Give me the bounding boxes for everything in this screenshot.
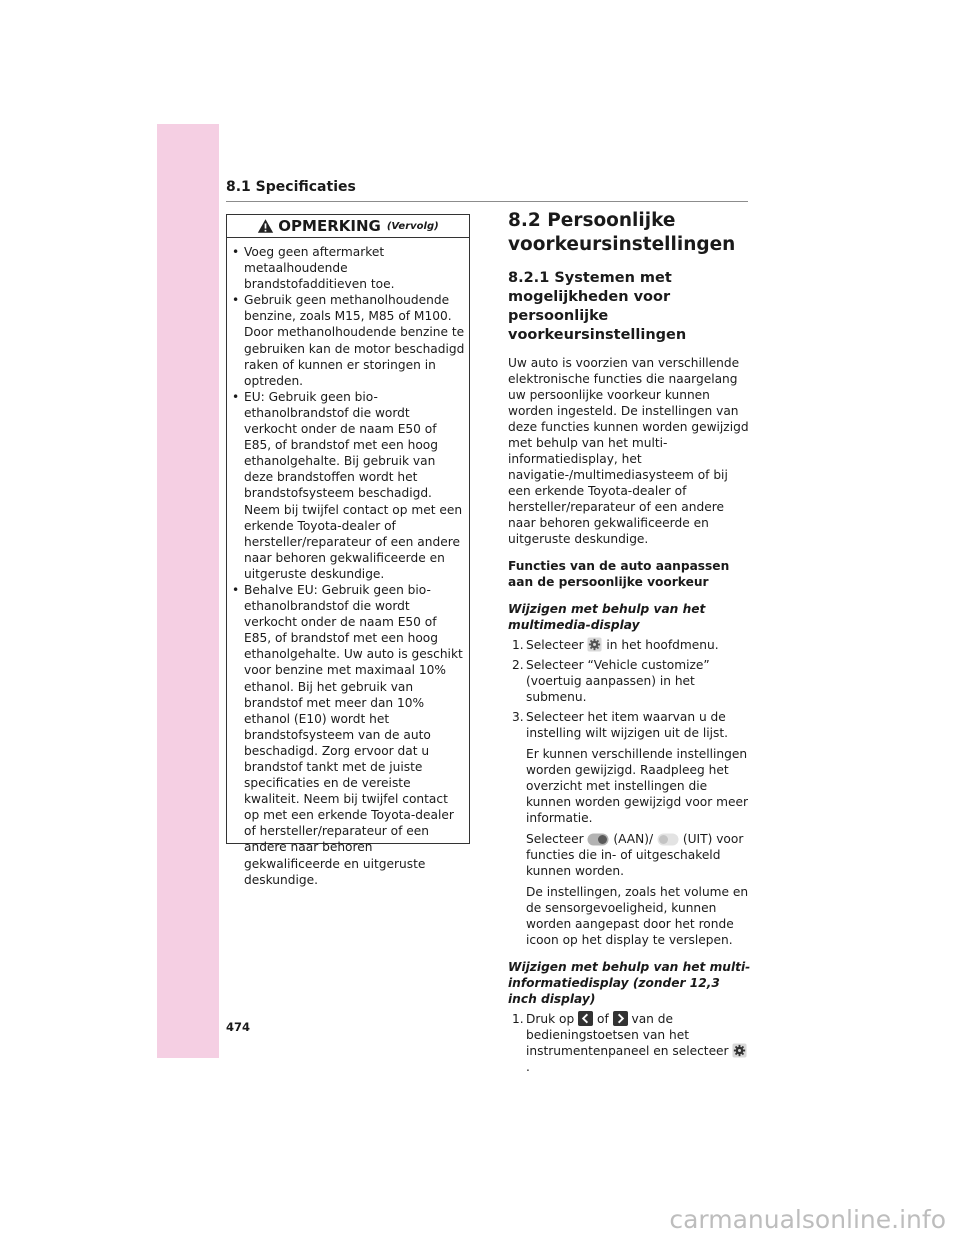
step-2 [508,657,752,705]
note-box [226,214,470,887]
step-number: 3. [512,710,524,724]
section-header: 8.1 Specificaties [226,179,356,195]
subsection-title: 8.2.1 Systemen met mogelijkheden voor persoonlijke voorkeursinstellingen [508,270,687,343]
watermark: carmanualsonline.info [669,1205,946,1234]
toggle-off-icon [657,833,679,846]
step-text: . [526,1060,530,1074]
chapter-tab [157,124,219,1058]
arrow-right-icon [613,1011,628,1026]
list-item: • Behalve EU: Gebruik geen bio-ethanolbrandstof die wordt verkocht onder de naam E50 of E85, of brandstof met een hoog ethanolgehalte. Uw auto is geschikt voor benzine met maximaal 10% ethanol. Bij het gebruik van brandstof met meer dan 10% ethanol (E10) wordt het brandstofsysteem van de auto beschadigd. Zorg ervoor dat u brandstof tankt met de juiste specificaties en de vereiste kwaliteit. Neem bij twijfel contact op met een erkende Toyota-dealer of hersteller/reparateur of een andere naar behoren gekwalificeerde en uitgeruste deskundige. [230,582,465,888]
note-title: OPMERKING [278,217,381,235]
section-title: 8.2 Persoonlijke voorkeursinstellingen [508,210,736,255]
arrow-left-icon [578,1011,593,1026]
toggle-text: (UIT) voor functies die in- of uitgeschakeld kunnen worden. [526,832,744,878]
step-text: in het hoofdmenu. [606,638,719,652]
note-continued: (Vervolg) [386,220,439,232]
step-text: Selecteer “Vehicle customize” (voertuig aanpassen) in het submenu. [526,658,710,704]
step-1 [508,637,752,653]
list-item: • EU: Gebruik geen bio-ethanolbrandstof die wordt verkocht onder de naam E50 of E85, of brandstof met een hoog ethanolgehalte. Bij gebruik van deze brandstoffen wordt het brandstofsysteem beschadigd. Neem bij twijfel contact op met een erkende Toyota-dealer of hersteller/reparateur of een andere naar behoren gekwalificeerde en uitgeruste deskundige. [230,389,465,582]
page-number: 474 [226,1020,251,1034]
step-number: 1. [512,1012,524,1026]
note-list [227,244,469,888]
step-1 [508,1011,752,1075]
gear-icon [732,1043,747,1058]
multi-info-heading: Wijzigen met behulp van het multi-informatiedisplay (zonder 12,3 inch display) [508,960,751,1006]
header-divider [226,201,748,202]
toggle-on-icon [587,833,609,846]
intro-paragraph: Uw auto is voorzien van verschillende elektronische functies die naargelang uw persoonlijke voorkeur kunnen worden ingesteld. De instellingen van deze functies kunnen worden gewijzigd met behulp van het multi-informatiedisplay, het navigatie-/multimediasysteem of bij een erkende Toyota-dealer of hersteller/reparateur of een andere naar behoren gekwalificeerde en uitgeruste deskundige. [508,356,749,546]
functions-heading: Functies van de auto aanpassen aan de persoonlijke voorkeur [508,559,730,589]
multimedia-heading: Wijzigen met behulp van het multimedia-display [508,602,706,632]
step-text: van de bedieningstoetsen van het instrumentenpaneel en selecteer [526,1012,729,1058]
step-number: 2. [512,658,524,672]
step-text: of [597,1012,609,1026]
step-text: Druk op [526,1012,575,1026]
volume-paragraph: De instellingen, zoals het volume en de sensorgevoeligheid, kunnen worden aangepast door het ronde icoon op het display te verslepen. [526,885,749,947]
settings-paragraph: Er kunnen verschillende instellingen worden gewijzigd. Raadpleeg het overzicht met instellingen die kunnen worden gewijzigd voor meer informatie. [526,747,748,825]
list-item: • Gebruik geen methanolhoudende benzine, zoals M15, M85 of M100. Door methanolhoudende benzine te gebruiken kan de motor beschadigd raken of kunnen er storingen in optreden. [230,292,465,389]
warning-icon [257,218,274,234]
note-header [227,215,469,238]
list-item: • Voeg geen aftermarket metaalhoudende brandstofadditieven toe. [230,244,465,292]
gear-icon [587,637,602,652]
toggle-text: Selecteer [526,832,584,846]
main-column [508,209,752,1075]
toggle-paragraph [508,831,752,879]
step-text: Selecteer het item waarvan u de instelling wilt wijzigen uit de lijst. [526,710,729,740]
toggle-text: (AAN)/ [613,832,654,846]
step-text: Selecteer [526,638,584,652]
step-3 [508,709,752,741]
step-number: 1. [512,638,524,652]
